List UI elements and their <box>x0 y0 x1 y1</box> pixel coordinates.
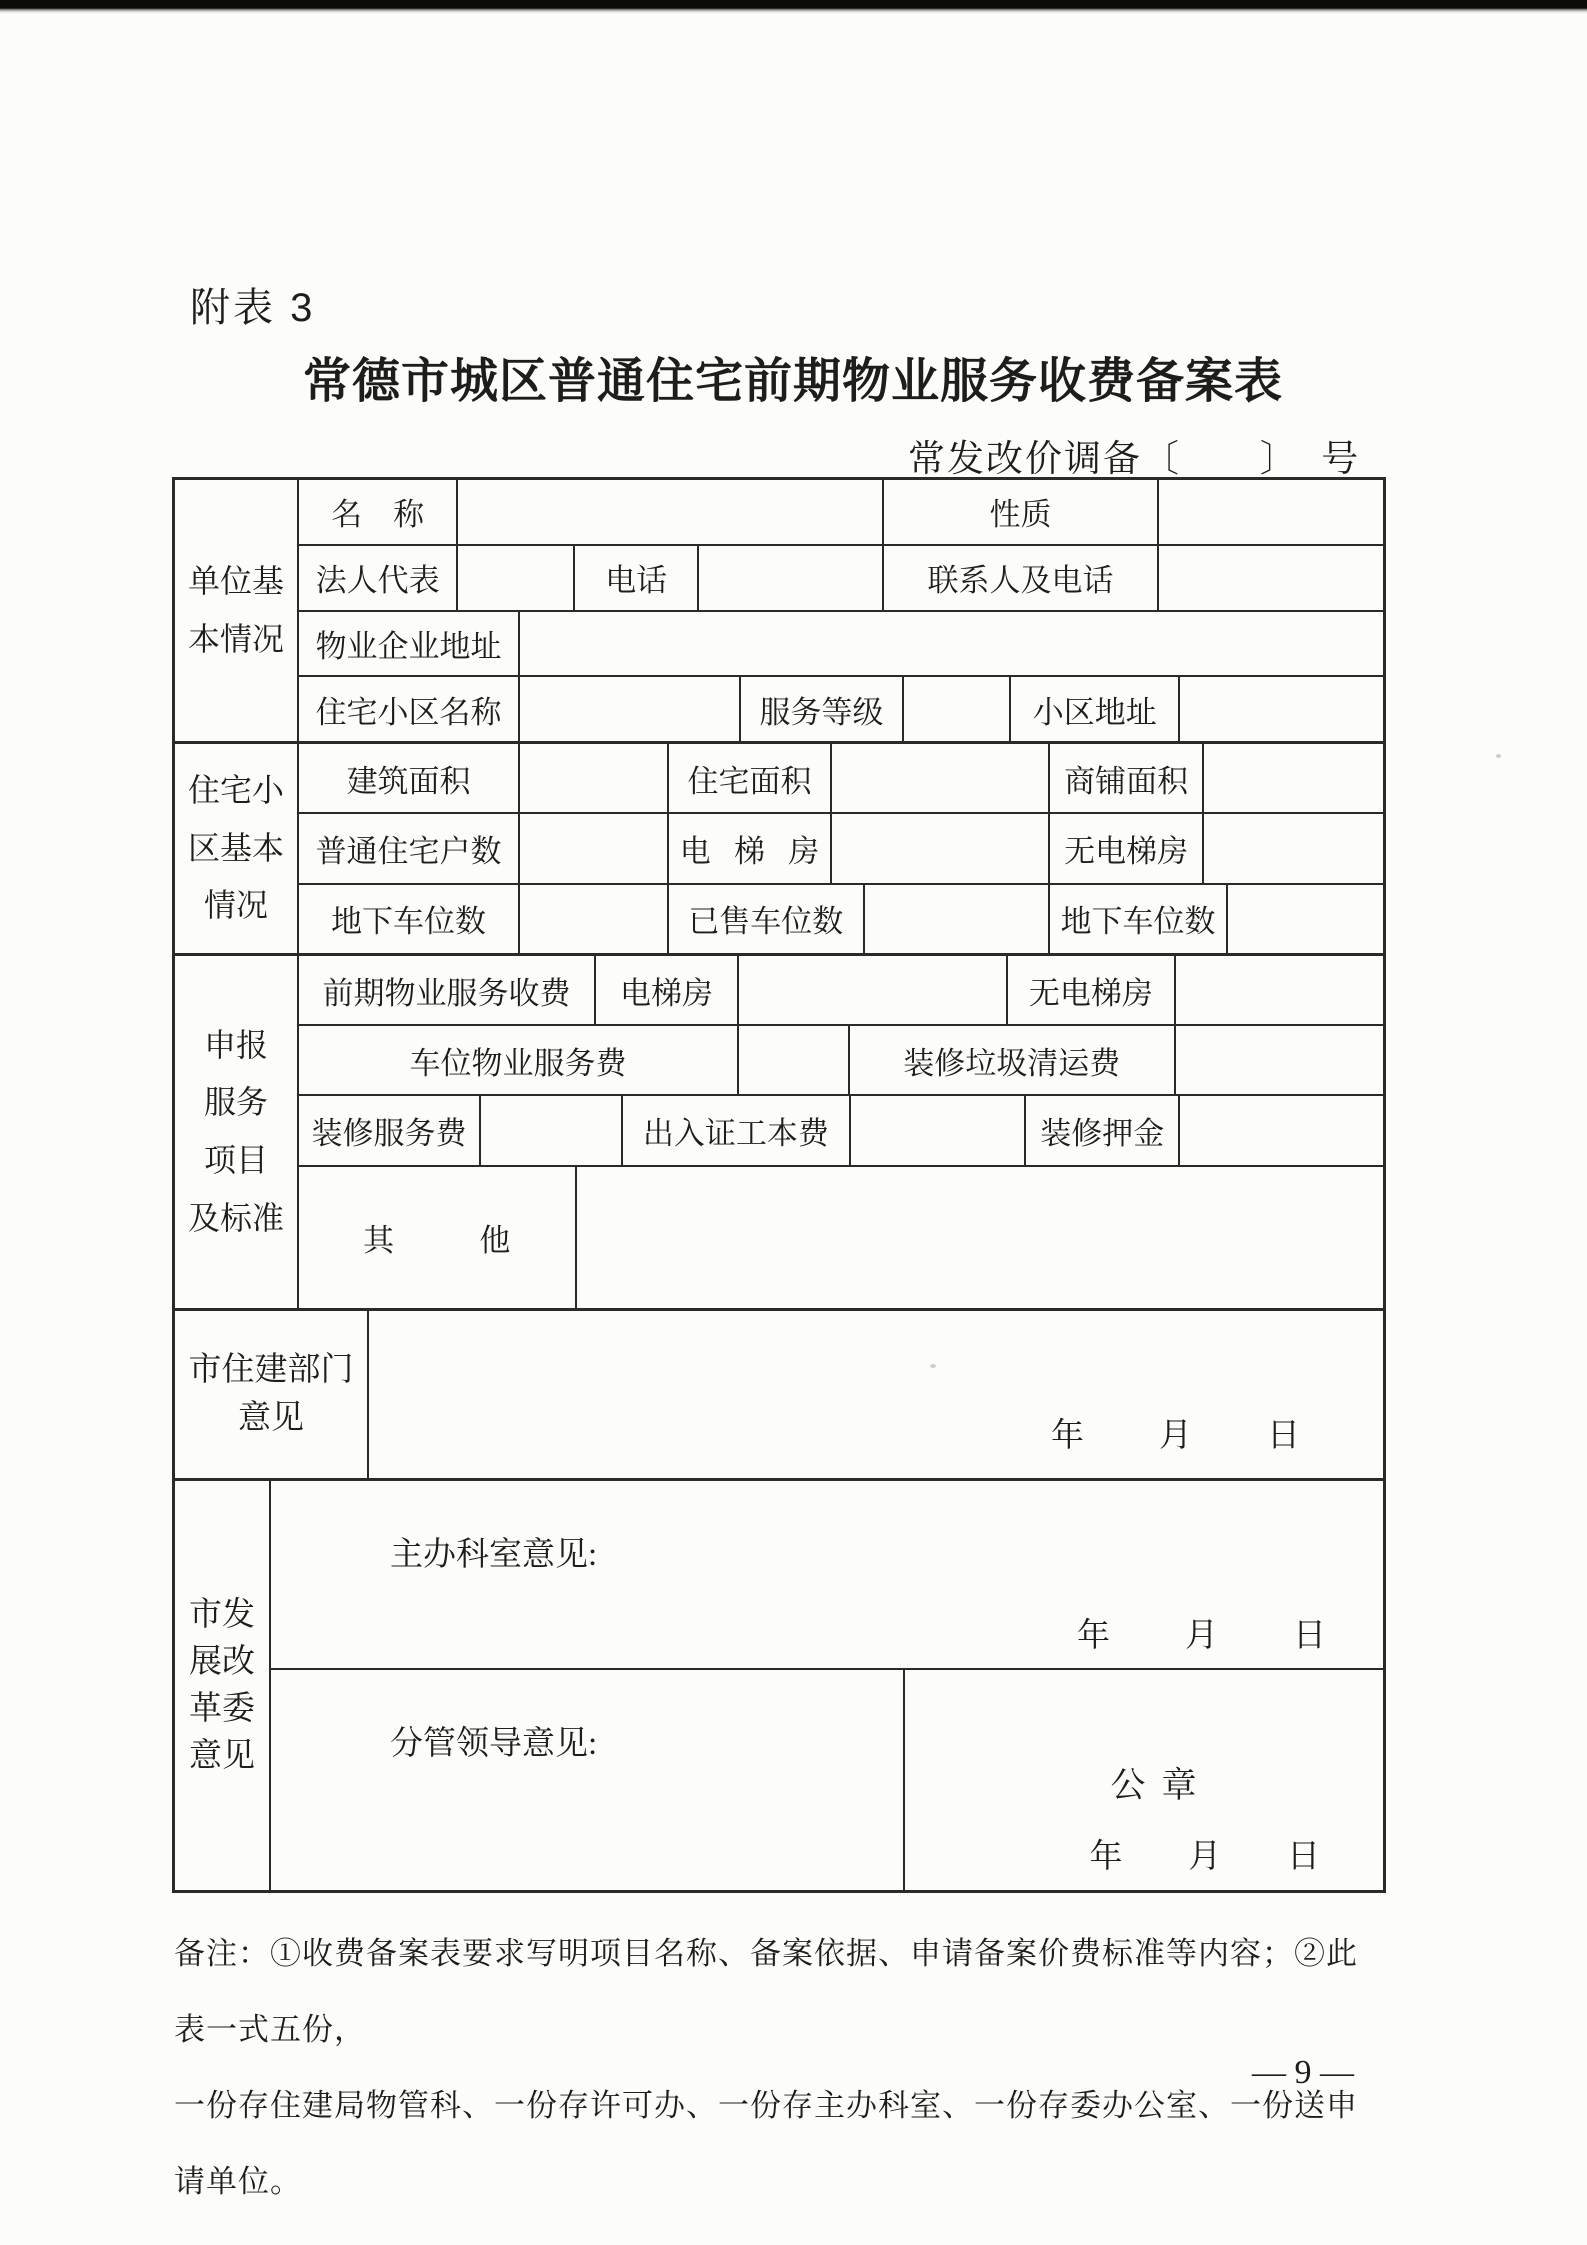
field-label-cell: 装修服务费 <box>299 1096 481 1164</box>
field-blank-cell <box>739 1026 850 1094</box>
field-blank-cell <box>1228 885 1383 953</box>
field-blank-cell <box>904 677 1011 741</box>
field-label-cell: 前期物业服务收费 <box>299 956 596 1024</box>
document-title: 常德市城区普通住宅前期物业服务收费备案表 <box>303 355 1284 408</box>
section-header-declared-service-items <box>175 956 299 1308</box>
table-row <box>299 480 1383 546</box>
field-label-cell: 物业企业地址 <box>299 612 520 676</box>
field-label-cell: 服务等级 <box>741 677 904 741</box>
office-opinion-date-line: 年 月 日 <box>1077 1618 1327 1655</box>
field-label-cell: 建筑面积 <box>299 744 520 812</box>
field-blank-cell <box>520 677 741 741</box>
table-row <box>299 546 1383 612</box>
field-blank-cell <box>1159 480 1383 544</box>
section-residential-area-basic-info <box>175 744 1383 956</box>
leader-opinion-date-line: 年 月 日 <box>1089 1839 1321 1875</box>
section-header-line: 意见 <box>189 1737 255 1774</box>
field-blank-cell <box>520 885 669 953</box>
section-header-line: 情况 <box>203 887 268 924</box>
field-blank-cell <box>520 612 1383 676</box>
field-label-cell: 小区地址 <box>1011 677 1180 741</box>
section-header-line: 申报 <box>203 1026 268 1063</box>
table-row <box>299 1096 1383 1166</box>
section-declared-service-items <box>175 956 1383 1311</box>
field-label-cell: 电梯房 <box>596 956 739 1024</box>
field-blank-cell <box>1204 744 1383 812</box>
section-header-line: 项目 <box>203 1142 268 1178</box>
section-header-line: 展改 <box>189 1644 255 1681</box>
section-header-residential-area-basic-info <box>175 744 299 953</box>
field-label-cell: 联系人及电话 <box>884 546 1158 610</box>
field-blank-cell <box>520 814 669 882</box>
appendix-label: 附表 3 <box>190 286 316 330</box>
table-row <box>299 956 1383 1026</box>
leader-opinion-label: 分管领导意见: <box>390 1726 598 1763</box>
housing-bureau-opinion-area <box>369 1311 1383 1478</box>
field-blank-cell <box>1180 677 1383 741</box>
scan-speckle <box>1496 754 1501 758</box>
scan-edge-artifact <box>0 0 1587 14</box>
field-blank-cell <box>739 956 1008 1024</box>
section-header-line: 单位基 <box>187 562 284 599</box>
field-blank-cell <box>1180 1096 1383 1164</box>
field-blank-cell <box>577 1167 1383 1308</box>
field-label-cell: 电 梯 房 <box>669 814 833 882</box>
table-row <box>299 885 1383 953</box>
field-label-cell: 出入证工本费 <box>623 1096 851 1164</box>
field-blank-cell <box>832 814 1050 882</box>
field-blank-cell <box>1204 814 1383 882</box>
field-label-cell: 无电梯房 <box>1050 814 1204 882</box>
section-header-line: 区基本 <box>187 829 284 866</box>
section-header-housing-bureau <box>175 1311 369 1478</box>
field-label-cell: 名 称 <box>299 480 458 544</box>
field-blank-cell <box>458 546 575 610</box>
housing-bureau-date-line: 年 月 日 <box>1051 1418 1301 1454</box>
section-header-line: 及标准 <box>187 1199 284 1236</box>
section-header-line: 住宅小 <box>187 772 284 809</box>
field-label-cell: 地下车位数 <box>299 885 520 953</box>
field-label-cell: 装修垃圾清运费 <box>850 1026 1176 1094</box>
field-blank-cell <box>1176 956 1383 1024</box>
section-header-reform-commission <box>175 1481 271 1891</box>
official-seal-label: 公章 <box>1110 1765 1213 1805</box>
field-blank-cell <box>699 546 884 610</box>
table-row <box>299 1026 1383 1096</box>
field-blank-cell <box>481 1096 623 1164</box>
field-blank-cell <box>851 1096 1027 1164</box>
field-label-cell: 其 他 <box>299 1167 577 1308</box>
section-unit-basic-info <box>175 480 1383 744</box>
field-blank-cell <box>865 885 1050 953</box>
section-housing-bureau-opinion <box>175 1311 1383 1481</box>
field-blank-cell <box>832 744 1050 812</box>
notes-line-2: 一份存住建局物管科、一份存许可办、一份存主办科室、一份存委办公室、一份送申请单位。 <box>174 2088 1358 2199</box>
leader-opinion-cell <box>271 1670 905 1891</box>
field-label-cell: 地下车位数 <box>1050 885 1228 953</box>
document-number-line: 常发改价调备〔 〕 号 <box>908 439 1361 480</box>
field-label-cell: 住宅面积 <box>669 744 833 812</box>
table-row <box>299 1167 1383 1308</box>
section-reform-commission-opinion <box>175 1481 1383 1891</box>
table-row <box>299 612 1383 678</box>
official-seal-cell <box>905 1670 1383 1891</box>
section-header-line: 本情况 <box>187 620 284 657</box>
table-row <box>299 814 1383 884</box>
field-label-cell: 普通住宅户数 <box>299 814 520 882</box>
section-header-line: 意见 <box>238 1399 304 1436</box>
office-opinion-cell <box>271 1481 1383 1668</box>
field-blank-cell <box>458 480 884 544</box>
notes-line-1: 备注：①收费备案表要求写明项目名称、备案依据、申请备案价费标准等内容；②此表一式五份， <box>174 1936 1358 2047</box>
field-blank-cell <box>1176 1026 1383 1094</box>
field-blank-cell <box>1159 546 1383 610</box>
section-header-line: 服务 <box>203 1084 268 1121</box>
section-header-line: 市住建部门 <box>188 1351 354 1388</box>
field-label-cell: 性质 <box>884 480 1158 544</box>
page-number: — 9 — <box>1252 2054 1354 2091</box>
notes <box>174 1916 1364 2220</box>
field-label-cell: 已售车位数 <box>669 885 865 953</box>
field-blank-cell <box>520 744 669 812</box>
office-opinion-label: 主办科室意见: <box>390 1537 598 1573</box>
filing-form-table <box>172 477 1386 1893</box>
field-label-cell: 车位物业服务费 <box>299 1026 739 1094</box>
field-label-cell: 法人代表 <box>299 546 458 610</box>
section-header-line: 革委 <box>189 1691 255 1727</box>
field-label-cell: 商铺面积 <box>1050 744 1204 812</box>
section-header-unit-basic-info <box>175 480 299 741</box>
field-label-cell: 住宅小区名称 <box>299 677 520 741</box>
table-row <box>299 744 1383 814</box>
section-header-line: 市发 <box>189 1597 255 1634</box>
field-label-cell: 电话 <box>575 546 699 610</box>
table-row <box>299 677 1383 741</box>
field-label-cell: 装修押金 <box>1026 1096 1180 1164</box>
field-label-cell: 无电梯房 <box>1008 956 1176 1024</box>
